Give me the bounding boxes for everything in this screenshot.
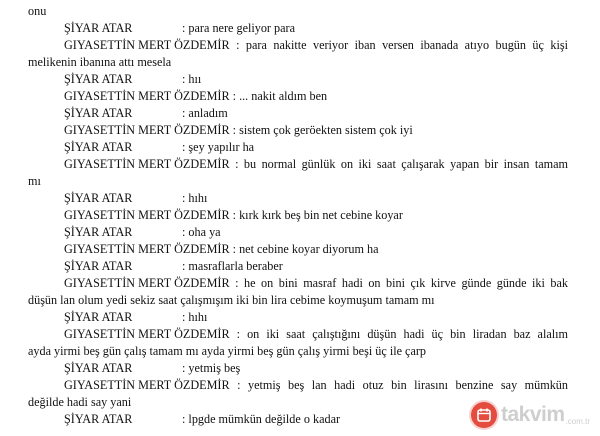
speech-text: : yetmiş beş lan hadi otuz bin lirasını benzine say mümkün bbox=[237, 378, 568, 392]
speaker-name: GIYASETTİN MERT ÖZDEMİR bbox=[64, 378, 230, 392]
speech-text: : he on bini masraf hadi on bini çık kirve günde günde iki bak bbox=[235, 276, 568, 290]
transcript-line bbox=[28, 20, 568, 37]
speech-text: : bu normal günlük on iki saat çalışarak yapan bir insan tamam bbox=[235, 157, 568, 171]
speech-text: : anladım bbox=[182, 106, 228, 120]
transcript-line bbox=[28, 241, 568, 258]
watermark-text: takvim bbox=[501, 403, 565, 426]
speech-text: : lpgde mümkün değilde o kadar bbox=[182, 412, 341, 426]
speaker-name: GIYASETTİN MERT ÖZDEMİR bbox=[64, 123, 230, 137]
transcript-line bbox=[28, 122, 568, 139]
transcript-line bbox=[28, 377, 568, 394]
speech-text: düşün lan olum yedi sekiz saat çalışmışım iki bin lira cebime koymuşum tamam mı bbox=[28, 293, 435, 307]
speaker-name: ŞİYAR ATAR bbox=[64, 140, 133, 154]
speech-text: : para nere geliyor para bbox=[182, 21, 296, 35]
speaker-name: ŞİYAR ATAR bbox=[64, 259, 133, 273]
transcript-continuation-line bbox=[28, 3, 568, 20]
speech-text: onu bbox=[28, 4, 47, 18]
transcript-continuation-line bbox=[28, 54, 568, 71]
speech-text: melikenin ibanına attı mesela bbox=[28, 55, 172, 69]
speech-text: : oha ya bbox=[182, 225, 221, 239]
speaker-name: ŞİYAR ATAR bbox=[64, 225, 133, 239]
transcript-line bbox=[28, 275, 568, 292]
speaker-name: GIYASETTİN MERT ÖZDEMİR bbox=[64, 89, 230, 103]
transcript-line bbox=[28, 326, 568, 343]
speech-text: : yetmiş beş bbox=[182, 361, 241, 375]
transcript-line bbox=[28, 309, 568, 326]
transcript-line bbox=[28, 190, 568, 207]
speech-text: : masraflarla beraber bbox=[182, 259, 283, 273]
speech-text: : sistem çok geröekten sistem çok iyi bbox=[232, 123, 413, 137]
speech-text: : net cebine koyar diyorum ha bbox=[232, 242, 379, 256]
transcript-line bbox=[28, 139, 568, 156]
speech-text: değilde hadi say yani bbox=[28, 395, 132, 409]
speaker-name: GIYASETTİN MERT ÖZDEMİR bbox=[64, 242, 230, 256]
speaker-name: ŞİYAR ATAR bbox=[64, 310, 133, 324]
speaker-name: GIYASETTİN MERT ÖZDEMİR bbox=[64, 276, 230, 290]
speaker-name: ŞİYAR ATAR bbox=[64, 361, 133, 375]
transcript-line bbox=[28, 224, 568, 241]
watermark-tld: .com.tr bbox=[565, 417, 590, 426]
transcript-line bbox=[28, 258, 568, 275]
transcript-line bbox=[28, 37, 568, 54]
speech-text: : kırk kırk beş bin net cebine koyar bbox=[232, 208, 403, 222]
speaker-name: GIYASETTİN MERT ÖZDEMİR bbox=[64, 208, 230, 222]
transcript-line bbox=[28, 360, 568, 377]
transcript-line bbox=[28, 71, 568, 88]
transcript-continuation-line bbox=[28, 292, 568, 309]
speech-text: : şey yapılır ha bbox=[182, 140, 255, 154]
transcript-continuation-line bbox=[28, 343, 568, 360]
speech-text: ayda yirmi beş gün çalış tamam mı ayda yirmi beş gün çalış yirmi beşi üç ile çarp bbox=[28, 344, 427, 358]
speech-text: : hıhı bbox=[182, 310, 208, 324]
transcript-document bbox=[28, 3, 568, 428]
transcript-line bbox=[28, 105, 568, 122]
speech-text: : para nakitte veriyor iban versen ibanada atıyo bugün üç kişi bbox=[236, 38, 569, 52]
takvim-watermark bbox=[471, 398, 590, 432]
transcript-line bbox=[28, 88, 568, 105]
takvim-logo-icon bbox=[471, 402, 497, 428]
speaker-name: ŞİYAR ATAR bbox=[64, 412, 133, 426]
speech-text: mı bbox=[28, 174, 41, 188]
transcript-line bbox=[28, 156, 568, 173]
speech-text: : hıı bbox=[182, 72, 202, 86]
speech-text: : on iki saat çalıştığını düşün hadi üç bin liradan baz alalım bbox=[236, 327, 568, 341]
speaker-name: GIYASETTİN MERT ÖZDEMİR bbox=[64, 38, 230, 52]
transcript-line bbox=[28, 207, 568, 224]
speaker-name: GIYASETTİN MERT ÖZDEMİR bbox=[64, 157, 230, 171]
speaker-name: ŞİYAR ATAR bbox=[64, 21, 133, 35]
speaker-name: ŞİYAR ATAR bbox=[64, 72, 133, 86]
speaker-name: ŞİYAR ATAR bbox=[64, 191, 133, 205]
speaker-name: ŞİYAR ATAR bbox=[64, 106, 133, 120]
speech-text: : ... nakit aldım ben bbox=[232, 89, 328, 103]
speech-text: : hıhı bbox=[182, 191, 208, 205]
speaker-name: GIYASETTİN MERT ÖZDEMİR bbox=[64, 327, 230, 341]
transcript-continuation-line bbox=[28, 173, 568, 190]
